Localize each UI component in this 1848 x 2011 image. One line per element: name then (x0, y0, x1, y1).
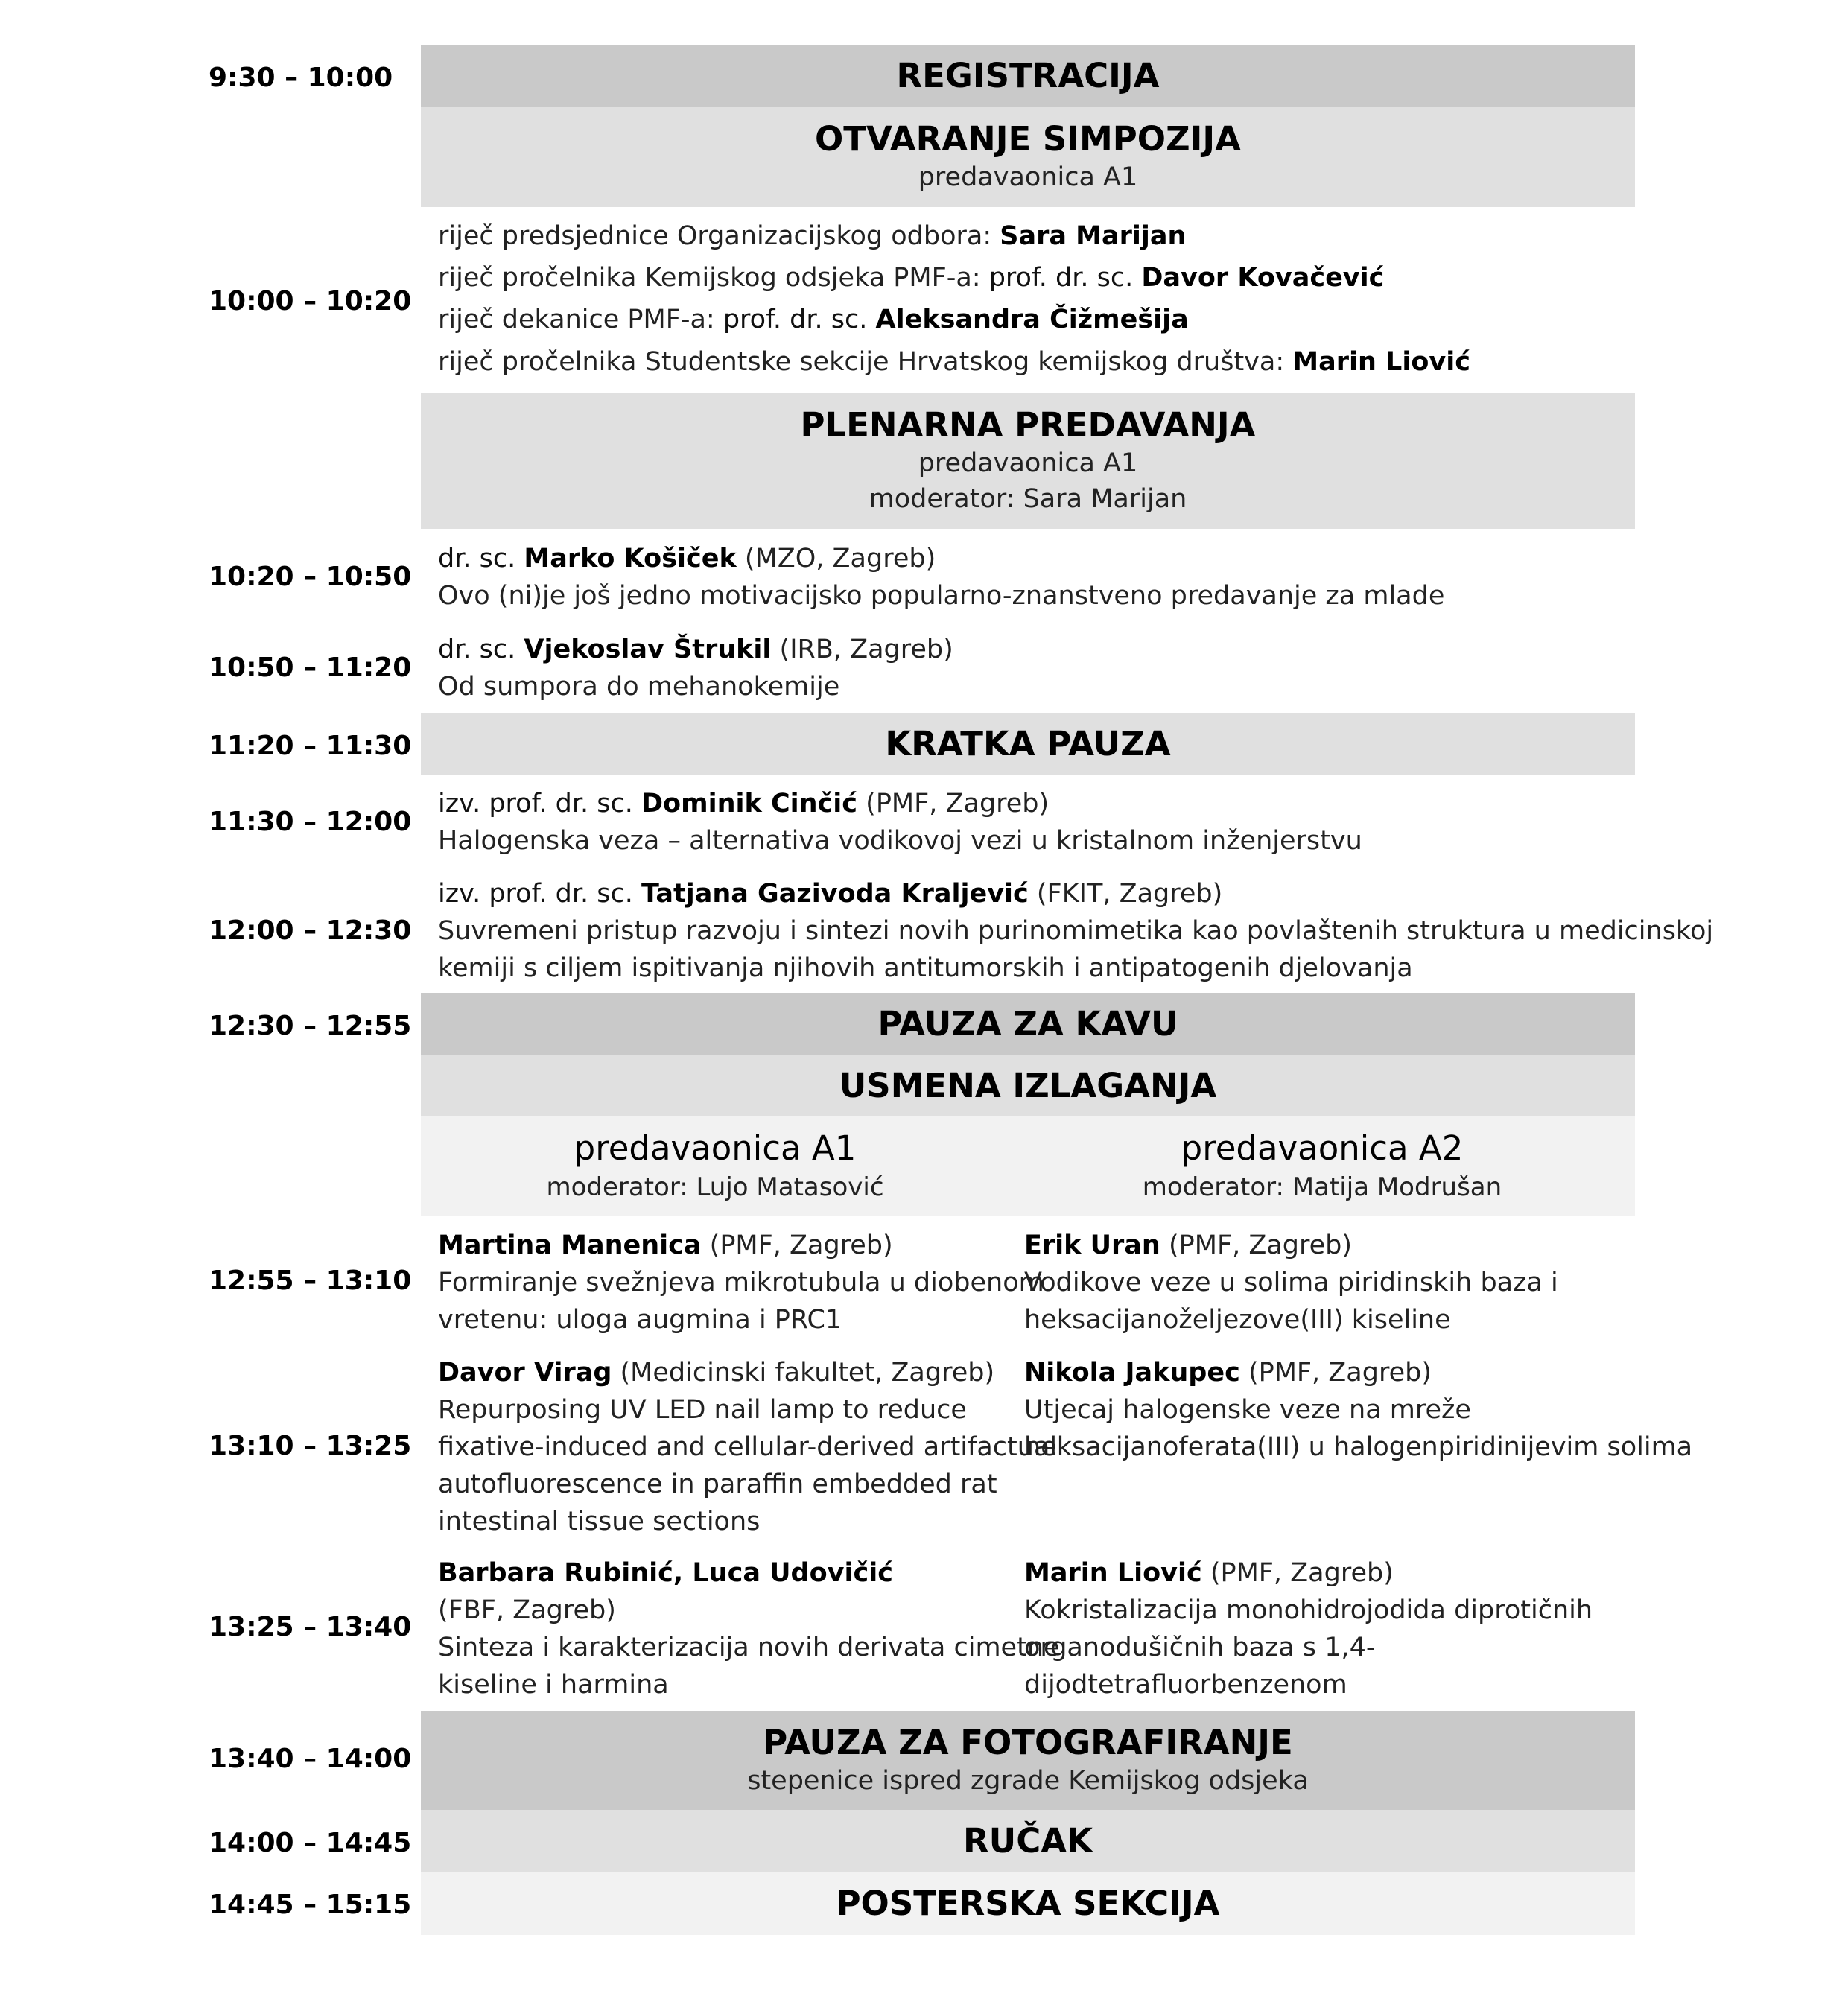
time-coffee: 12:30 – 12:55 (209, 1011, 412, 1041)
talk-name: Erik Uran (1024, 1230, 1160, 1260)
talk-affil: (Medicinski fakultet, Zagreb) (612, 1358, 995, 1388)
band-photo (421, 1711, 1635, 1810)
oral-title: USMENA IZLAGANJA (839, 1065, 1217, 1105)
speech-title: prof. dr. sc. (988, 263, 1142, 293)
talk-affil: (PMF, Zagreb) (1201, 1558, 1394, 1588)
talk-title-line: organodušičnih baza s 1,4- (1024, 1633, 1376, 1662)
oral-right-speaker (1024, 1554, 1394, 1592)
talk-title-prefix: dr. sc. (438, 635, 524, 664)
room-a2-title: predavaonica A2 (1181, 1128, 1464, 1168)
lunch-title: RUČAK (963, 1821, 1093, 1861)
talk-title-line: Kokristalizacija monohidrojodida diprotičnih (1024, 1595, 1593, 1625)
talk-name: Marin Liović (1024, 1558, 1202, 1588)
talk-title-line: Formiranje svežnjeva mikrotubula u diobenom (438, 1268, 1044, 1297)
oral-right-speaker (1024, 1227, 1352, 1264)
time-registracija: 9:30 – 10:00 (209, 63, 393, 93)
talk-affil: (FKIT, Zagreb) (1028, 879, 1223, 909)
plenary-moderator: moderator: Sara Marijan (869, 483, 1187, 514)
talk-title-line: autofluorescence in paraffin embedded rat (438, 1470, 997, 1499)
band-lunch (421, 1810, 1635, 1872)
room-a1-moderator: moderator: Lujo Matasović (546, 1172, 884, 1202)
band-short-break (421, 713, 1635, 775)
opening-speech (438, 343, 1470, 381)
oral-left-speaker (438, 1227, 893, 1264)
room-a2-moderator: moderator: Matija Modrušan (1142, 1172, 1502, 1202)
room-a1-title: predavaonica A1 (574, 1128, 857, 1168)
band-plenary (421, 393, 1635, 529)
talk-name: Nikola Jakupec (1024, 1358, 1240, 1388)
opening-speech (438, 301, 1189, 338)
talk-title-prefix: izv. prof. dr. sc. (438, 789, 641, 819)
photo-title: PAUZA ZA FOTOGRAFIRANJE (763, 1722, 1293, 1762)
time-short-break: 11:20 – 11:30 (209, 731, 412, 761)
plenary-title: PLENARNA PREDAVANJA (800, 404, 1256, 445)
talk-name: Vjekoslav Štrukil (524, 635, 772, 664)
opening-title: OTVARANJE SIMPOZIJA (815, 118, 1241, 159)
talk-name-2: Luca Udovičić (692, 1558, 893, 1588)
talk-title-prefix: dr. sc. (438, 544, 524, 574)
talk-name: Davor Virag (438, 1358, 612, 1388)
talk-title-line: kemiji s ciljem ispitivanja njihovih antitumorskih i antipatogenih djelovanja (438, 953, 1413, 983)
oral-right-speaker (1024, 1354, 1432, 1391)
band-poster (421, 1872, 1635, 1935)
registracija-title: REGISTRACIJA (896, 55, 1160, 95)
opening-speech (438, 217, 1186, 255)
coffee-title: PAUZA ZA KAVU (877, 1003, 1178, 1043)
speech-name: Davor Kovačević (1141, 263, 1385, 293)
talk-speaker (438, 631, 953, 668)
short-break-title: KRATKA PAUZA (885, 723, 1171, 763)
talk-title-line: Od sumpora do mehanokemije (438, 672, 840, 702)
talk-title-line: Repurposing UV LED nail lamp to reduce (438, 1395, 967, 1425)
band-oral (421, 1055, 1635, 1116)
time-poster: 14:45 – 15:15 (209, 1890, 412, 1920)
talk-speaker (438, 875, 1222, 912)
speech-prefix: riječ dekanice PMF-a: (438, 305, 723, 334)
talk-title-line: Sinteza i karakterizacija novih derivata cimetne (438, 1633, 1060, 1662)
time-plenary-2: 10:50 – 11:20 (209, 652, 412, 683)
time-talk-kraljevic: 12:00 – 12:30 (209, 915, 412, 946)
talk-name: Martina Manenica (438, 1230, 702, 1260)
speech-name: Sara Marijan (1000, 221, 1187, 251)
talk-affil: (PMF, Zagreb) (1239, 1358, 1432, 1388)
talk-title-line: kiseline i harmina (438, 1670, 669, 1700)
time-photo: 13:40 – 14:00 (209, 1744, 412, 1774)
talk-title-line: heksacijanoferata(III) u halogenpiridinijevim solima (1024, 1432, 1693, 1462)
talk-affil: (PMF, Zagreb) (857, 789, 1050, 819)
room-a1 (421, 1116, 1009, 1216)
talk-name: Tatjana Gazivoda Kraljević (641, 879, 1029, 909)
speech-prefix: riječ pročelnika Studentske sekcije Hrvatskog kemijskog društva: (438, 347, 1293, 377)
time-oral-slot-1: 12:55 – 13:10 (209, 1265, 412, 1296)
talk-affil: (PMF, Zagreb) (701, 1230, 893, 1260)
talk-name-separator: , (673, 1558, 693, 1588)
band-opening (421, 107, 1635, 207)
talk-affil-line: (FBF, Zagreb) (438, 1595, 616, 1625)
talk-name: Barbara Rubinić (438, 1558, 673, 1588)
speech-prefix: riječ predsjednice Organizacijskog odbora: (438, 221, 1000, 251)
speech-title: prof. dr. sc. (723, 305, 876, 334)
plenary-room: predavaonica A1 (918, 448, 1138, 478)
time-opening: 10:00 – 10:20 (209, 286, 412, 317)
room-a2 (1009, 1116, 1635, 1216)
time-plenary-1: 10:20 – 10:50 (209, 562, 412, 592)
time-oral-slot-3: 13:25 – 13:40 (209, 1612, 412, 1642)
opening-speech (438, 259, 1384, 296)
speech-name: Marin Liović (1292, 347, 1470, 377)
talk-title-line: dijodtetrafluorbenzenom (1024, 1670, 1347, 1700)
time-oral-slot-2: 13:10 – 13:25 (209, 1431, 412, 1461)
band-registracija (421, 45, 1635, 107)
talk-title-line: fixative-induced and cellular-derived artifactual (438, 1432, 1058, 1462)
talk-title-line: Halogenska veza – alternativa vodikovoj vezi u kristalnom inženjerstvu (438, 826, 1362, 856)
talk-title-line: Utjecaj halogenske veze na mreže (1024, 1395, 1471, 1425)
opening-room: predavaonica A1 (918, 162, 1138, 192)
speech-prefix: riječ pročelnika Kemijskog odsjeka PMF-a: (438, 263, 989, 293)
talk-speaker (438, 785, 1049, 822)
poster-title: POSTERSKA SEKCIJA (836, 1884, 1220, 1923)
band-coffee (421, 993, 1635, 1055)
talk-affil: (PMF, Zagreb) (1160, 1230, 1352, 1260)
talk-name: Dominik Cinčić (641, 789, 858, 819)
talk-title-line: Suvremeni pristup razvoju i sintezi novih purinomimetika kao povlaštenih struktura u medicinskoj (438, 916, 1714, 946)
talk-title-line: Vodikove veze u solima piridinskih baza i (1024, 1268, 1558, 1297)
time-lunch: 14:00 – 14:45 (209, 1828, 412, 1858)
talk-title-line: vretenu: uloga augmina i PRC1 (438, 1305, 842, 1335)
talk-affil: (IRB, Zagreb) (771, 635, 953, 664)
talk-title-line: intestinal tissue sections (438, 1507, 761, 1537)
speech-name: Aleksandra Čižmešija (875, 305, 1189, 334)
oral-left-speaker (438, 1354, 994, 1391)
talk-title-line: heksacijanoželjezove(III) kiseline (1024, 1305, 1451, 1335)
oral-left-speaker (438, 1554, 893, 1592)
photo-sub: stepenice ispred zgrade Kemijskog odsjeka (747, 1765, 1309, 1796)
talk-affil: (MZO, Zagreb) (736, 544, 936, 574)
talk-title-prefix: izv. prof. dr. sc. (438, 879, 641, 909)
band-oral-rooms (421, 1116, 1635, 1216)
talk-title-line: Ovo (ni)je još jedno motivacijsko popularno-znanstveno predavanje za mlade (438, 581, 1445, 611)
talk-speaker (438, 540, 936, 577)
time-talk-cincic: 11:30 – 12:00 (209, 807, 412, 837)
talk-name: Marko Košiček (524, 544, 737, 574)
